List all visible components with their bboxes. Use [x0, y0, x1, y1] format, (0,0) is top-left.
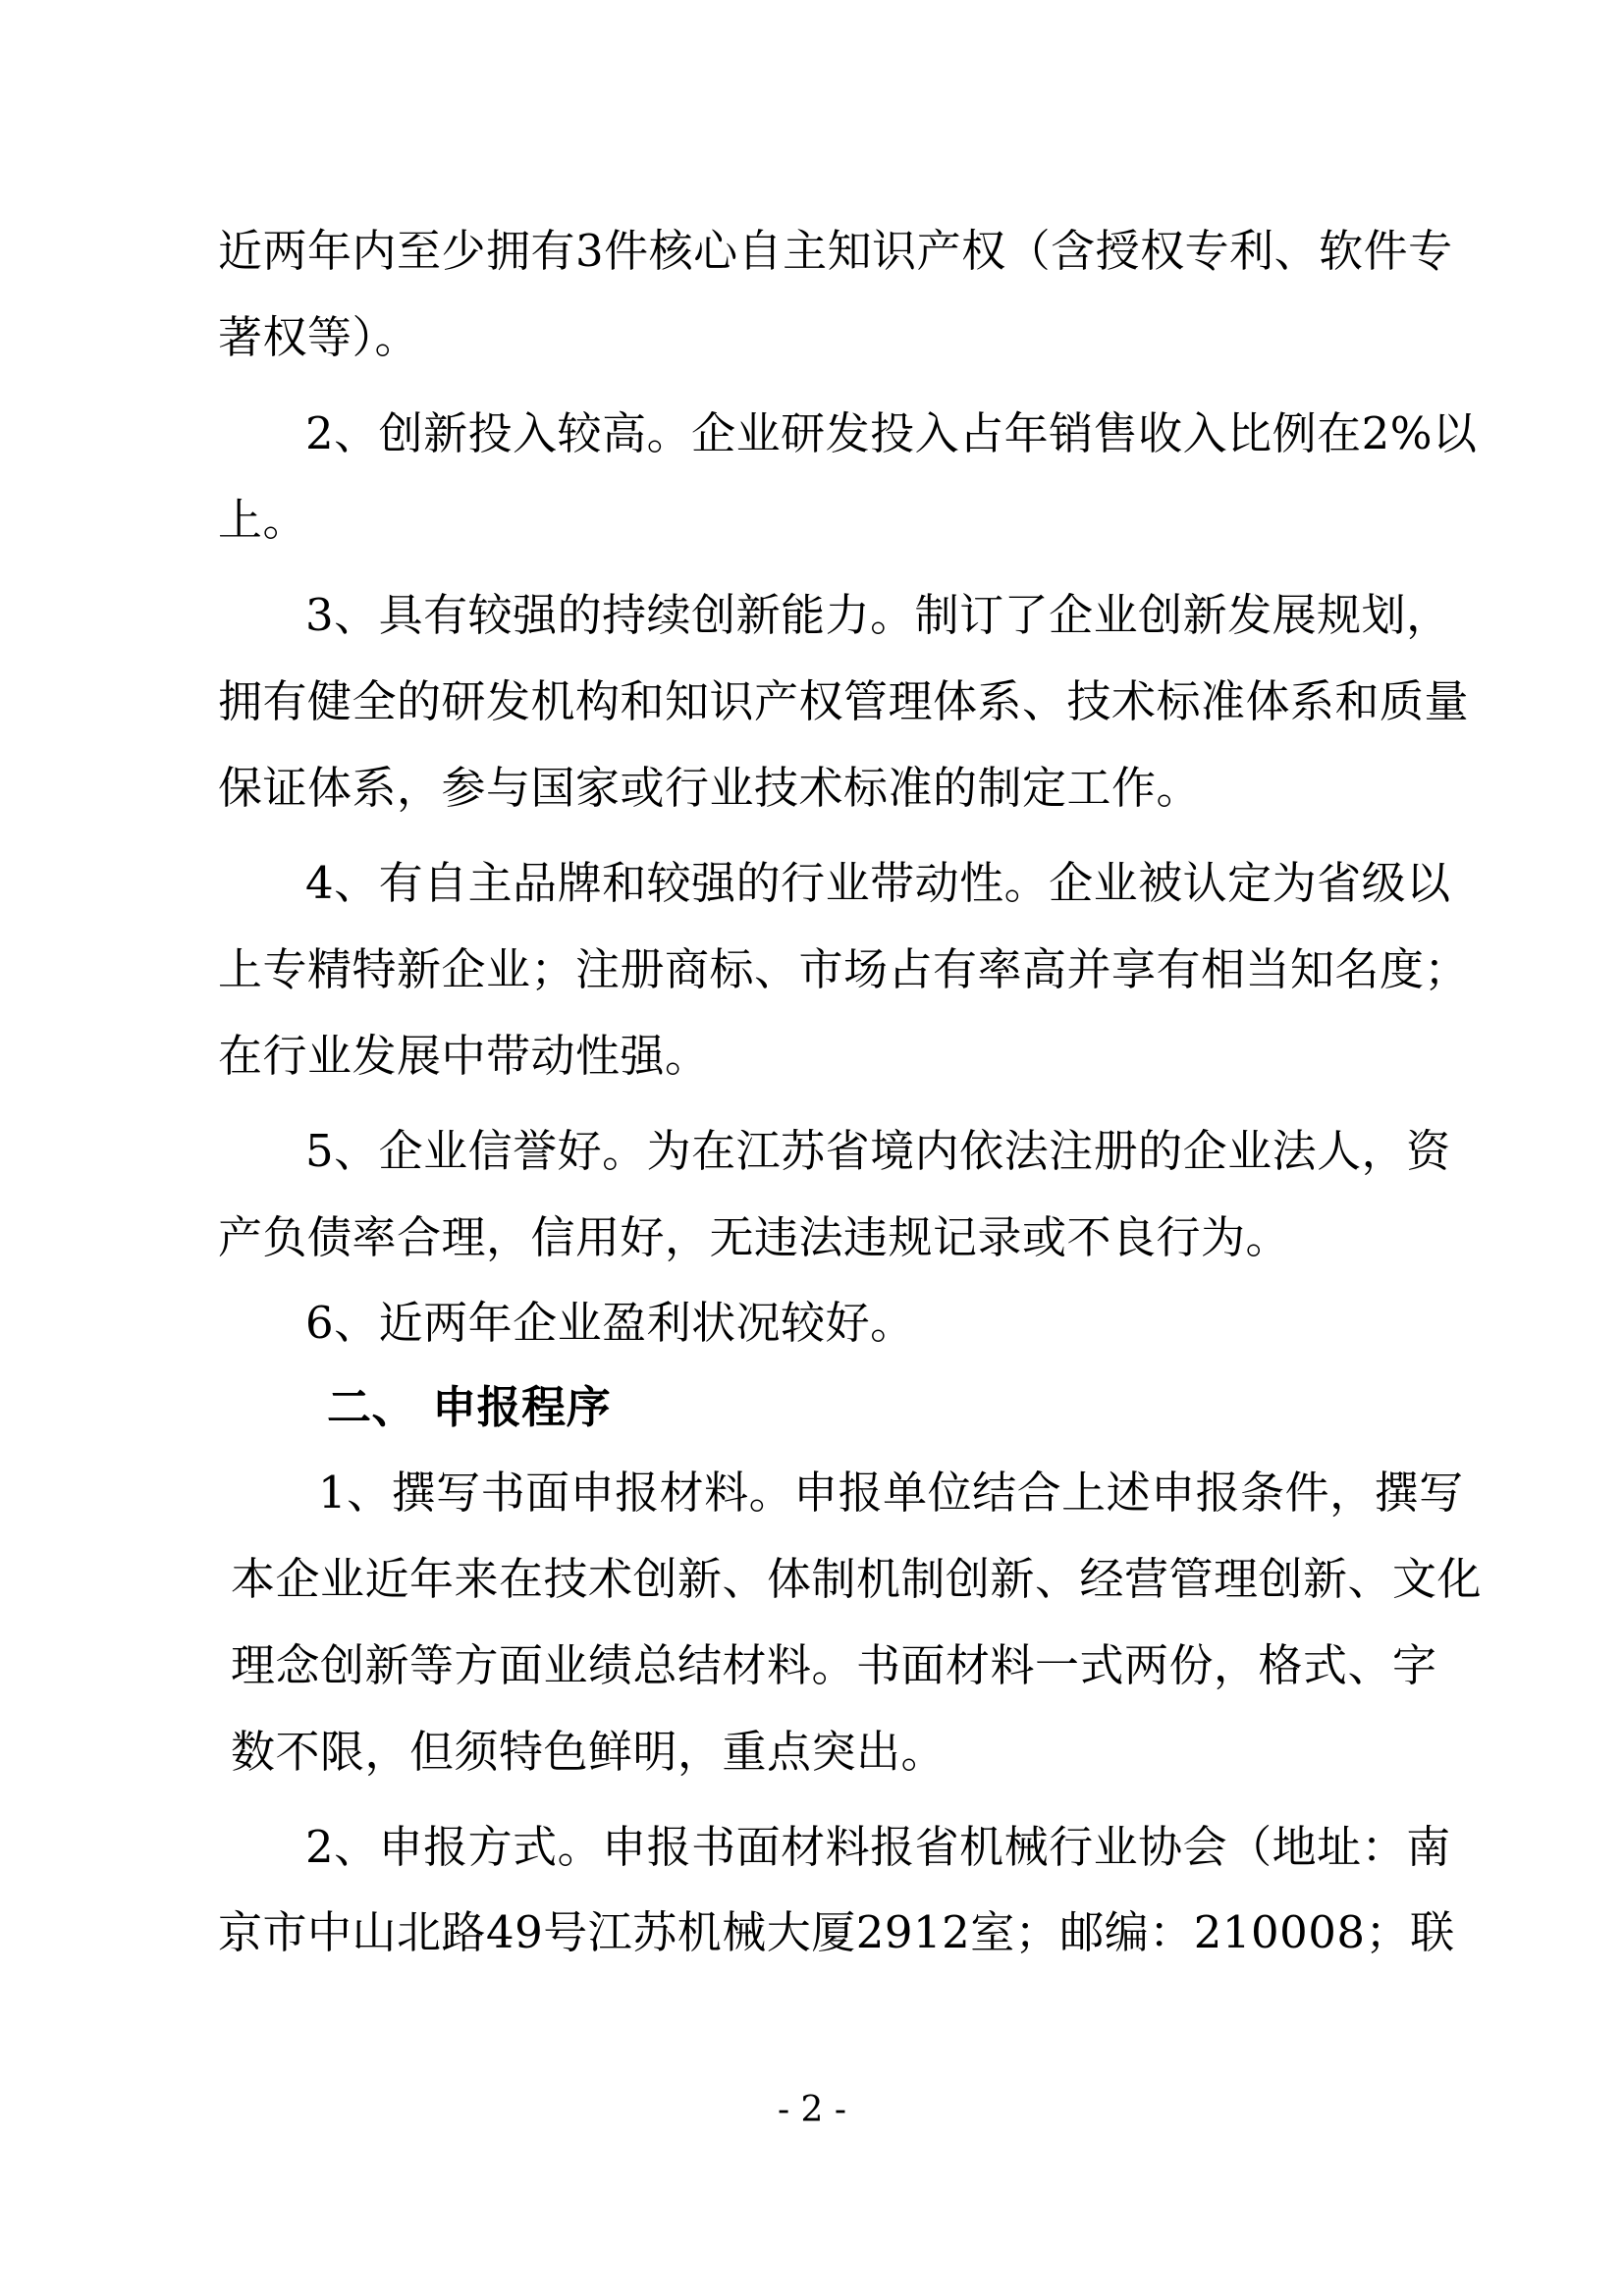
- body-text-line: 产负债率合理，信用好，无违法违规记录或不良行为。: [218, 1211, 1291, 1263]
- body-text-line: 2、申报方式。申报书面材料报省机械行业协会（地址：南: [305, 1821, 1451, 1873]
- body-text-line: 本企业近年来在技术创新、体制机制创新、经营管理创新、文化: [231, 1553, 1483, 1605]
- body-text-line: 拥有健全的研发机构和知识产权管理体系、技术标准体系和质量: [218, 675, 1470, 727]
- body-text-line: 3、具有较强的持续创新能力。制订了企业创新发展规划，: [305, 589, 1451, 641]
- body-text-line: 2、创新投入较高。企业研发投入占年销售收入比例在2%以: [305, 407, 1478, 459]
- page-number: - 2 -: [777, 2090, 847, 2130]
- body-text-line: 4、有自主品牌和较强的行业带动性。企业被认定为省级以: [305, 857, 1451, 909]
- body-text-line: 著权等）。: [218, 311, 420, 363]
- body-text-line: 数不限，但须特色鲜明，重点突出。: [231, 1726, 947, 1778]
- body-text-line: 近两年内至少拥有3件核心自主知识产权（含授权专利、软件专: [218, 225, 1453, 277]
- body-text-line: 5、企业信誉好。为在江苏省境内依法注册的企业法人，资: [305, 1125, 1451, 1177]
- body-text-line: 京市中山北路49号江苏机械大厦2912室；邮编：210008；联: [218, 1906, 1455, 1958]
- section-heading: 二、 申报程序: [327, 1381, 612, 1433]
- body-text-line: 6、近两年企业盈利状况较好。: [305, 1297, 915, 1349]
- body-text-line: 上专精特新企业；注册商标、市场占有率高并享有相当知名度；: [218, 943, 1470, 995]
- body-text-line: 保证体系，参与国家或行业技术标准的制定工作。: [218, 762, 1202, 814]
- body-text-line: 理念创新等方面业绩总结材料。书面材料一式两份，格式、字: [231, 1639, 1437, 1691]
- body-text-line: 在行业发展中带动性强。: [218, 1030, 710, 1082]
- body-text-line: 上。: [218, 494, 308, 546]
- body-text-line: 1、撰写书面申报材料。申报单位结合上述申报条件，撰写: [318, 1467, 1464, 1519]
